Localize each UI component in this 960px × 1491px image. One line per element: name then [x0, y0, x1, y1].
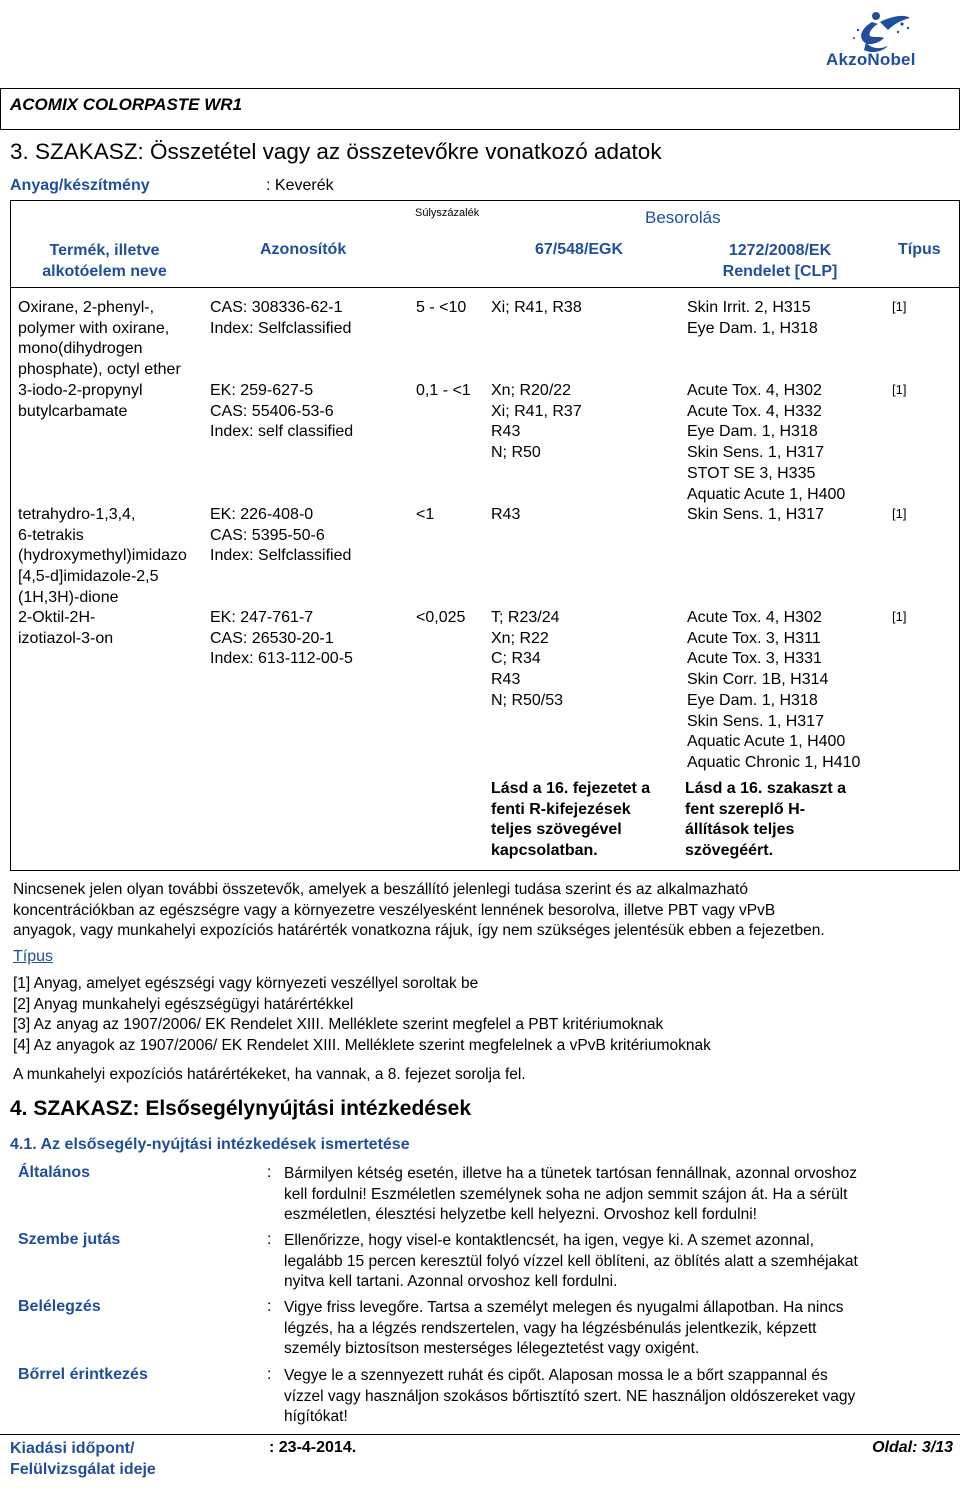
row4-name: 2-Oktil-2H- izotiazol-3-on: [18, 609, 114, 647]
row1-ids: CAS: 308336-62-1 Index: Selfclassified: [210, 299, 352, 337]
col-name-header: Termék, illetve alkotóelem neve: [42, 242, 167, 280]
clp-note: Lásd a 16. szakaszt a fent szereplő H- állítások teljes szövegéért.: [685, 780, 846, 860]
row1-clp: Skin Irrit. 2, H315 Eye Dam. 1, H318: [687, 299, 818, 337]
row2-ids: EK: 259-627-5 CAS: 55406-53-6 Index: self classified: [210, 382, 354, 441]
first-aid-text-inhalation: Vigye friss levegőre. Tartsa a személyt melegen és nyugalmi állapotban. Ha nincs légzés, ha a légzés rendszertelen, vagy ha légzésbénulás jelentkezik, képzett személy biztosítson mesterséges lélegeztetést vagy oxigént.: [284, 1299, 844, 1358]
col-type-header: Típus: [898, 241, 941, 258]
first-aid-text-skin: Vegye le a szennyezett ruhát és cipőt. Alaposan mossa le a bőrt szappannal és vízzel vagy használjon szokásos bőrtisztító szert. NE használjon oldószereket vagy hígítókat!: [284, 1367, 856, 1426]
type-legend: [1] Anyag, amelyet egészségi vagy környezeti veszéllyel soroltak be [2] Anyag munkahelyi egészségügyi határértékkel [3] Az anyag az 1907/2006/ EK Rendelet XIII. Melléklete szerint megfelel a PBT kritériumoknak [4] Az anyagok az 1907/2006/ EK Rendelet XIII. Melléklete szerint megfelelnek a vPvB kritériumoknak: [13, 975, 711, 1055]
col-ids-header: Azonosítók: [260, 241, 347, 258]
exposure-note: A munkahelyi expozíciós határértékeket, ha vannak, a 8. fejezet sorolja fel.: [13, 1066, 526, 1083]
first-aid-text-eye: Ellenőrizze, hogy visel-e kontaktlencsét, ha igen, vegye ki. A szemet azonnal, legalább 15 percen keresztül folyó vízzel kell öblíteni, az öblítés alatt a szemhéjakat nyitva kell tartani. Azonnal orvoshoz kell fordulni.: [284, 1232, 858, 1291]
weight-percent-header: Súlyszázalék: [415, 207, 480, 219]
row2-dsd: Xn; R20/22 Xi; R41, R37 R43 N; R50: [491, 382, 582, 462]
row3-clp: Skin Sens. 1, H317: [687, 506, 824, 523]
row3-ids: EK: 226-408-0 CAS: 5395-50-6 Index: Selfclassified: [210, 506, 352, 565]
row4-clp: Acute Tox. 4, H302 Acute Tox. 3, H311 Acute Tox. 3, H331 Skin Corr. 1B, H314 Eye Dam. 1, H318 Skin Sens. 1, H317 Aquatic Acute 1, H400 Aquatic Chronic 1, H410: [687, 609, 861, 771]
row2-weight: 0,1 - <1: [416, 382, 471, 399]
row2-name: 3-iodo-2-propynyl butylcarbamate: [18, 382, 143, 420]
row4-dsd: T; R23/24 Xn; R22 C; R34 R43 N; R50/53: [491, 609, 564, 709]
table-header-divider: [10, 287, 960, 288]
first-aid-label-skin: Bőrrel érintkezés: [18, 1366, 148, 1383]
footer-date-label: Kiadási időpont/ Felülvizsgálat ideje: [10, 1440, 156, 1478]
first-aid-label-general: Általános: [18, 1164, 91, 1181]
row3-type: [1]: [892, 506, 907, 521]
col-dsd-header: 67/548/EGK: [535, 241, 624, 258]
footer-page-number: Oldal: 3/13: [872, 1439, 953, 1456]
first-aid-colon-skin: :: [267, 1366, 272, 1383]
row4-weight: <0,025: [416, 609, 466, 626]
substance-value: : Keverék: [266, 177, 334, 194]
row1-type: [1]: [892, 299, 907, 314]
row3-dsd: R43: [491, 506, 521, 523]
brand-name: AkzoNobel: [826, 50, 916, 69]
additional-ingredients-paragraph: Nincsenek jelen olyan további összetevők, amelyek a beszállító jelenlegi tudása szerint és az alkalmazható koncentrációkban az egészségre vagy a környezetre veszélyesként lennének besorolva, illetve PBT vagy vPvB anyagok, vagy munkahelyi expozíciós határérték vonatkozna rájuk, így nem szükséges jelentésük ebben a fejezetben.: [13, 881, 825, 940]
section4-subtitle: 4.1. Az elsősegély-nyújtási intézkedések ismertetése: [10, 1136, 410, 1153]
row2-clp: Acute Tox. 4, H302 Acute Tox. 4, H332 Eye Dam. 1, H318 Skin Sens. 1, H317 STOT SE 3, H335 Aquatic Acute 1, H400: [687, 382, 846, 503]
classification-header: Besorolás: [645, 208, 721, 227]
section3-title: 3. SZAKASZ: Összetétel vagy az összetevőkre vonatkozó adatok: [10, 139, 662, 164]
akzonobel-logo: [818, 6, 953, 70]
type-heading: Típus: [13, 948, 54, 965]
row2-type: [1]: [892, 382, 907, 397]
row3-name: tetrahydro-1,3,4, 6-tetrakis (hydroxymethyl)imidazo [4,5-d]imidazole-2,5 (1H,3H)-dione: [18, 506, 187, 606]
row4-type: [1]: [892, 609, 907, 624]
first-aid-label-eye: Szembe jutás: [18, 1231, 121, 1248]
section4-title: 4. SZAKASZ: Elsősegélynyújtási intézkedések: [10, 1097, 471, 1120]
substance-label: Anyag/készítmény: [10, 177, 150, 194]
first-aid-colon-eye: :: [267, 1231, 272, 1248]
row3-weight: <1: [416, 506, 435, 523]
row1-weight: 5 - <10: [416, 299, 467, 316]
col-clp-header: 1272/2008/EK Rendelet [CLP]: [722, 242, 838, 280]
first-aid-text-general: Bármilyen kétség esetén, illetve ha a tünetek tartósan fennállnak, azonnal orvoshoz kell fordulni! Eszméletlen személynek soha ne adjon semmit szájon át. Ha a sérült eszméletlen, élesztési helyzetbe kell helyezni. Orvoshoz kell fordulni!: [284, 1165, 857, 1224]
dsd-note: Lásd a 16. fejezetet a fenti R-kifejezések teljes szövegével kapcsolatban.: [491, 780, 651, 860]
footer-date-value: : 23-4-2014.: [269, 1439, 357, 1456]
row4-ids: EK: 247-761-7 CAS: 26530-20-1 Index: 613-112-00-5: [210, 609, 353, 668]
row1-name: Oxirane, 2-phenyl-, polymer with oxirane, mono(dihydrogen phosphate), octyl ether: [18, 299, 181, 379]
row1-dsd: Xi; R41, R38: [491, 299, 582, 316]
first-aid-label-inhalation: Belélegzés: [18, 1298, 101, 1315]
first-aid-colon-inhalation: :: [267, 1298, 272, 1315]
first-aid-colon-general: :: [267, 1164, 272, 1181]
footer-divider: [0, 1434, 960, 1435]
product-name: ACOMIX COLORPASTE WR1: [10, 95, 243, 114]
